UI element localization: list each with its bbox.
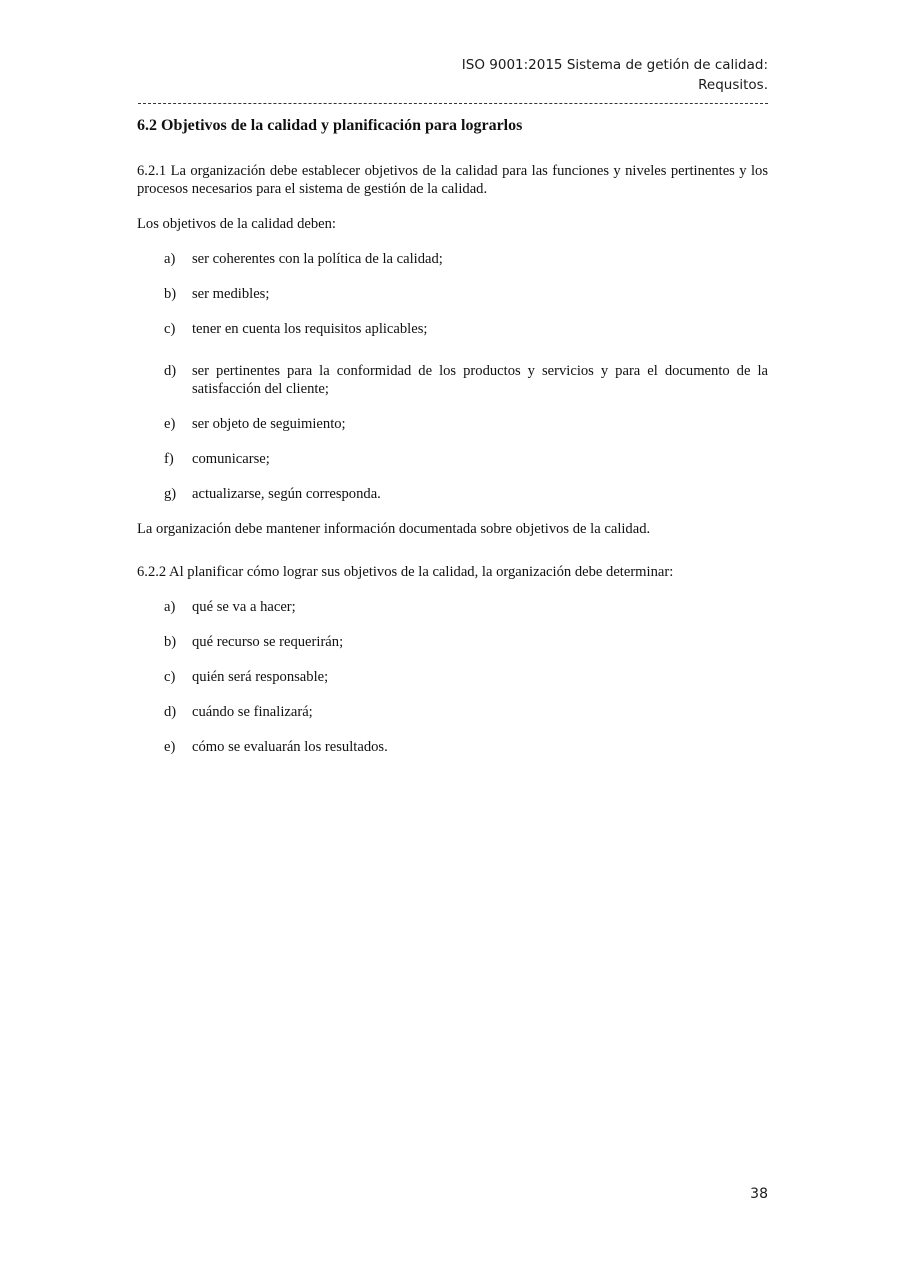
list-item-text: ser objeto de seguimiento; bbox=[192, 416, 346, 432]
documented-info-paragraph: La organización debe mantener información documentada sobre objetivos de la calidad. bbox=[137, 521, 651, 537]
list-item-text: cuándo se finalizará; bbox=[192, 704, 313, 720]
list-item bbox=[137, 362, 768, 398]
list-marker: g) bbox=[164, 486, 177, 502]
list-marker: b) bbox=[164, 286, 177, 302]
list-item-text: qué se va a hacer; bbox=[192, 599, 296, 615]
list-item bbox=[137, 450, 768, 468]
list-item bbox=[137, 485, 768, 503]
list-item bbox=[137, 703, 768, 721]
list-item-text: ser medibles; bbox=[192, 286, 270, 302]
list-item-text: comunicarse; bbox=[192, 451, 270, 467]
list-marker: a) bbox=[164, 599, 176, 615]
paragraph-6-2-2: 6.2.2 Al planificar cómo lograr sus objetivos de la calidad, la organización debe determinar: bbox=[137, 564, 674, 580]
list-marker: e) bbox=[164, 739, 176, 755]
list-marker: d) bbox=[164, 704, 177, 720]
list-marker: c) bbox=[164, 669, 176, 685]
list-marker: a) bbox=[164, 251, 176, 267]
planning-list bbox=[137, 598, 768, 756]
list-item bbox=[137, 285, 768, 303]
list-marker: f) bbox=[164, 451, 174, 467]
list-item-text: ser coherentes con la política de la calidad; bbox=[192, 251, 443, 267]
list-marker: d) bbox=[164, 363, 177, 379]
header-title-line: ISO 9001:2015 Sistema de getión de calidad: bbox=[461, 57, 768, 73]
objectives-list bbox=[137, 250, 768, 503]
list-item bbox=[137, 668, 768, 686]
list-item-text: quién será responsable; bbox=[192, 669, 329, 685]
objectives-intro: Los objetivos de la calidad deben: bbox=[137, 216, 336, 232]
list-item-text: qué recurso se requerirán; bbox=[192, 634, 344, 650]
header-subtitle-line: Requsitos. bbox=[698, 77, 768, 93]
header-divider bbox=[138, 103, 768, 104]
list-item bbox=[137, 633, 768, 651]
running-header bbox=[168, 55, 768, 95]
list-item bbox=[137, 250, 768, 268]
list-marker: b) bbox=[164, 634, 177, 650]
list-item-text: ser pertinentes para la conformidad de los productos y servicios y para el documento de la satisfacción del cliente; bbox=[192, 363, 768, 397]
list-item-text: tener en cuenta los requisitos aplicables; bbox=[192, 321, 428, 337]
paragraph-6-2-1: 6.2.1 La organización debe establecer objetivos de la calidad para las funciones y niveles pertinentes y los procesos necesarios para el sistema de gestión de la calidad. bbox=[137, 163, 768, 197]
list-item bbox=[137, 738, 768, 756]
list-item-text: actualizarse, según corresponda. bbox=[192, 486, 381, 502]
page-body bbox=[137, 116, 768, 756]
list-marker: c) bbox=[164, 321, 176, 337]
page-number: 38 bbox=[750, 1186, 768, 1202]
list-item bbox=[137, 598, 768, 616]
list-item bbox=[137, 415, 768, 433]
list-marker: e) bbox=[164, 416, 176, 432]
list-item bbox=[137, 320, 768, 338]
section-title: 6.2 Objetivos de la calidad y planificación para lograrlos bbox=[137, 117, 523, 134]
list-item-text: cómo se evaluarán los resultados. bbox=[192, 739, 388, 755]
